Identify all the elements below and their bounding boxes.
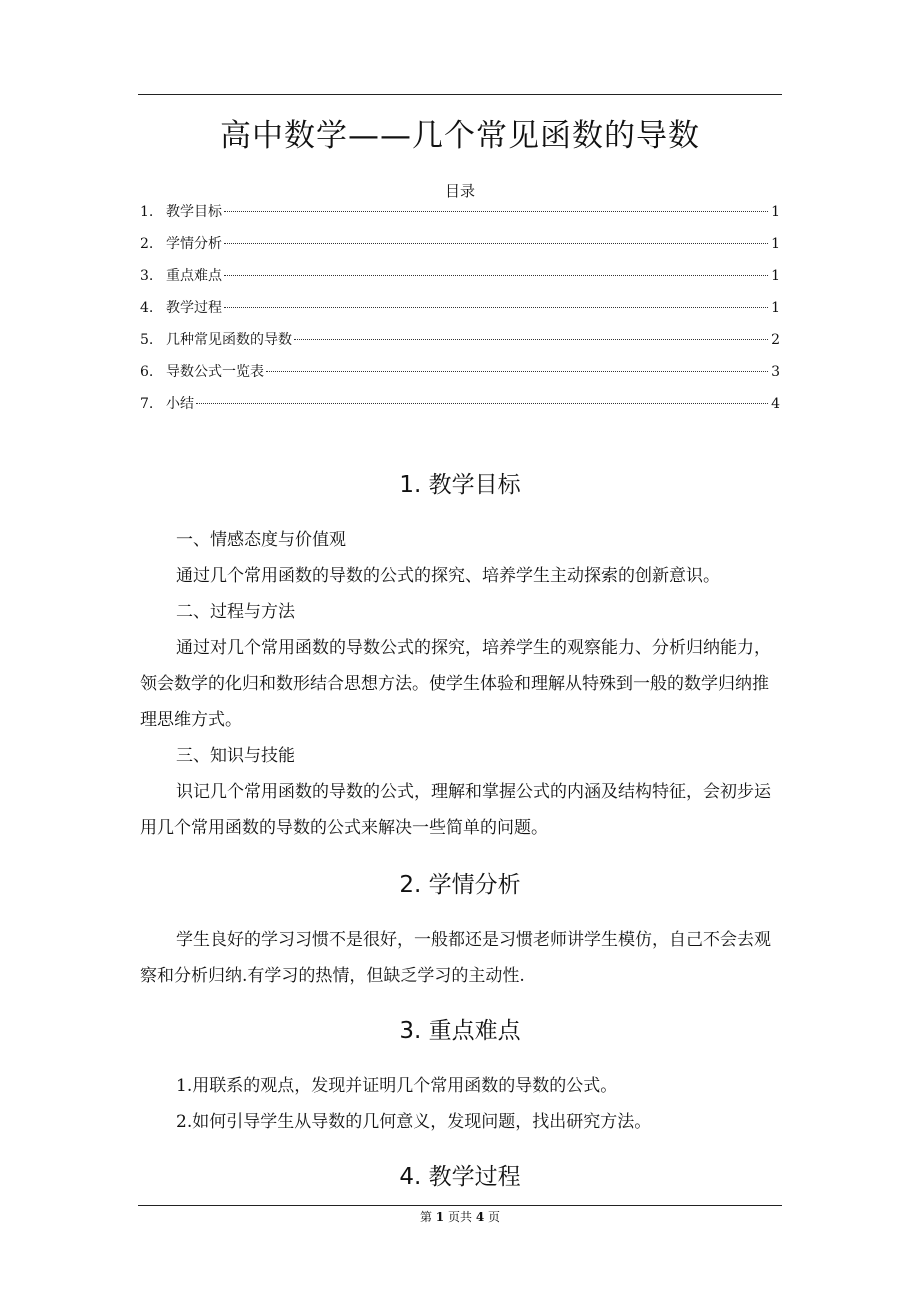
paragraph-key-point-2: 2.如何引导学生从导数的几何意义，发现问题，找出研究方法。 [176,1112,652,1132]
toc-entry-page: 1 [771,204,780,220]
paragraph-learner-analysis: 学生良好的学习习惯不是很好，一般都还是习惯老师讲学生模仿，自己不会去观察和分析归纳.有学习的热情，但缺乏学习的主动性. [140,930,771,986]
toc-entry-label: 教学过程 [166,300,222,316]
toc-entry-label: 小结 [166,396,194,412]
toc-heading: 目录 [444,182,475,200]
header-rule [138,94,782,95]
footer-middle: 页共 [447,1210,472,1224]
section-heading-teaching-goals: 1. 教学目标 [399,472,521,498]
toc-entry-page: 4 [771,396,780,412]
subheading-process-methods: 二、过程与方法 [176,602,295,622]
toc-entry-label: 重点难点 [166,268,222,284]
toc-entry[interactable] [140,328,780,360]
toc-leader-dots [266,371,768,372]
toc-entry-label: 导数公式一览表 [166,364,264,380]
footer-current-page: 1 [435,1210,445,1224]
section-heading-teaching-process: 4. 教学过程 [399,1164,521,1190]
toc-entry[interactable] [140,200,780,232]
table-of-contents [140,200,780,424]
paragraph-knowledge-skills: 识记几个常用函数的导数的公式，理解和掌握公式的内涵及结构特征，会初步运用几个常用函数的导数的公式来解决一些简单的问题。 [140,782,771,838]
footer-suffix: 页 [488,1210,501,1224]
toc-entry[interactable] [140,296,780,328]
toc-leader-dots [294,339,768,340]
toc-entry-page: 1 [771,268,780,284]
toc-entry[interactable] [140,264,780,296]
toc-entry-page: 1 [771,300,780,316]
toc-leader-dots [224,211,768,212]
toc-entry-number: 5. [140,332,154,348]
toc-entry-page: 3 [771,364,780,380]
footer-rule [138,1205,782,1206]
toc-entry[interactable] [140,392,780,424]
toc-entry-number: 2. [140,236,154,252]
toc-entry-label: 学情分析 [166,236,222,252]
toc-entry-number: 4. [140,300,154,316]
toc-leader-dots [224,275,768,276]
document-title: 高中数学——几个常见函数的导数 [220,118,700,154]
toc-entry-number: 3. [140,268,154,284]
paragraph-attitude-values: 通过几个常用函数的导数的公式的探究、培养学生主动探索的创新意识。 [176,566,720,586]
footer-prefix: 第 [419,1210,432,1224]
paragraph-key-point-1: 1.用联系的观点，发现并证明几个常用函数的导数的公式。 [176,1076,618,1096]
toc-entry-label: 教学目标 [166,204,222,220]
toc-entry-page: 1 [771,236,780,252]
page-footer [0,1208,920,1225]
toc-entry-label: 几种常见函数的导数 [166,332,292,348]
toc-leader-dots [224,243,768,244]
toc-entry-number: 6. [140,364,154,380]
subheading-attitude-values: 一、情感态度与价值观 [176,530,346,550]
toc-entry[interactable] [140,360,780,392]
paragraph-process-methods: 通过对几个常用函数的导数公式的探究，培养学生的观察能力、分析归纳能力，领会数学的化归和数形结合思想方法。使学生体验和理解从特殊到一般的数学归纳推理思维方式。 [140,638,771,730]
toc-leader-dots [224,307,768,308]
section-heading-key-difficulties: 3. 重点难点 [399,1018,521,1044]
toc-entry-page: 2 [771,332,780,348]
toc-entry-number: 7. [140,396,154,412]
section-heading-learner-analysis: 2. 学情分析 [399,872,521,898]
subheading-knowledge-skills: 三、知识与技能 [176,746,295,766]
toc-entry-number: 1. [140,204,154,220]
toc-entry[interactable] [140,232,780,264]
footer-total-pages: 4 [475,1210,485,1224]
toc-leader-dots [196,403,768,404]
